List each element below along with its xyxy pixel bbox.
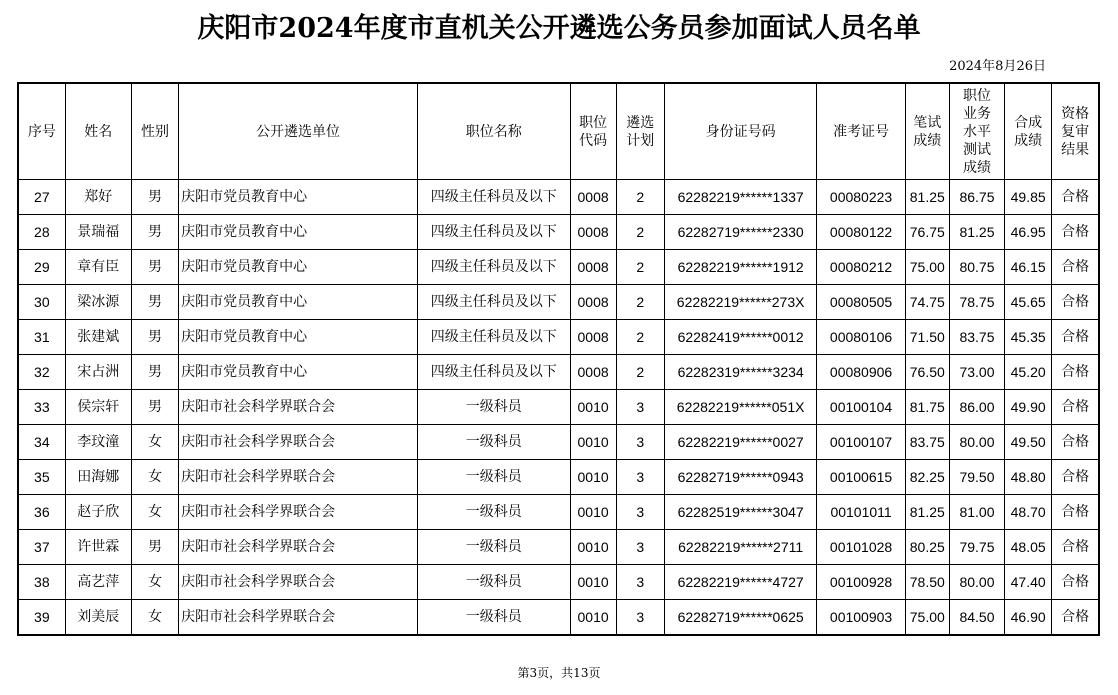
header-id-number: 身份证号码 — [664, 83, 817, 180]
cell-plan: 3 — [616, 600, 664, 636]
cell-written-score: 75.00 — [905, 250, 949, 285]
cell-professional-score: 84.50 — [949, 600, 1004, 636]
cell-unit: 庆阳市党员教育中心 — [179, 285, 418, 320]
header-position-code: 职位 代码 — [570, 83, 616, 180]
cell-plan: 2 — [616, 215, 664, 250]
cell-professional-score: 81.00 — [949, 495, 1004, 530]
cell-gender: 女 — [131, 495, 178, 530]
cell-name: 高艺萍 — [65, 565, 131, 600]
cell-exam-number: 00100107 — [817, 425, 905, 460]
cell-unit: 庆阳市社会科学界联合会 — [179, 390, 418, 425]
page-footer: 第3页，共13页 — [517, 666, 601, 680]
table-row — [18, 425, 1099, 460]
cell-seq: 28 — [18, 215, 65, 250]
cell-name: 郑好 — [65, 180, 131, 215]
cell-review-result: 合格 — [1052, 600, 1099, 636]
cell-gender: 女 — [131, 565, 178, 600]
cell-id-number: 62282719******0943 — [664, 460, 817, 495]
cell-professional-score: 81.25 — [949, 215, 1004, 250]
cell-review-result: 合格 — [1052, 355, 1099, 390]
cell-name: 章有臣 — [65, 250, 131, 285]
cell-name: 许世霖 — [65, 530, 131, 565]
cell-position: 四级主任科员及以下 — [417, 180, 570, 215]
cell-total-score: 45.35 — [1005, 320, 1052, 355]
cell-review-result: 合格 — [1052, 495, 1099, 530]
cell-review-result: 合格 — [1052, 180, 1099, 215]
cell-position: 一级科员 — [417, 565, 570, 600]
cell-position: 四级主任科员及以下 — [417, 355, 570, 390]
header-professional-score: 职位 业务 水平 测试 成绩 — [949, 83, 1004, 180]
cell-unit: 庆阳市社会科学界联合会 — [179, 530, 418, 565]
cell-id-number: 62282219******051X — [664, 390, 817, 425]
header-total-score: 合成 成绩 — [1005, 83, 1052, 180]
cell-gender: 男 — [131, 320, 178, 355]
cell-gender: 男 — [131, 250, 178, 285]
cell-professional-score: 83.75 — [949, 320, 1004, 355]
cell-gender: 男 — [131, 390, 178, 425]
cell-unit: 庆阳市社会科学界联合会 — [179, 460, 418, 495]
cell-name: 宋占洲 — [65, 355, 131, 390]
header-gender: 性别 — [131, 83, 178, 180]
cell-name: 张建斌 — [65, 320, 131, 355]
cell-position-code: 0010 — [570, 530, 616, 565]
header-name: 姓名 — [65, 83, 131, 180]
cell-exam-number: 00080106 — [817, 320, 905, 355]
cell-professional-score: 73.00 — [949, 355, 1004, 390]
cell-total-score: 49.50 — [1005, 425, 1052, 460]
cell-total-score: 46.15 — [1005, 250, 1052, 285]
cell-gender: 男 — [131, 180, 178, 215]
cell-seq: 35 — [18, 460, 65, 495]
cell-id-number: 62282719******2330 — [664, 215, 817, 250]
cell-id-number: 62282219******4727 — [664, 565, 817, 600]
cell-position: 四级主任科员及以下 — [417, 215, 570, 250]
cell-written-score: 81.75 — [905, 390, 949, 425]
page-title: 庆阳市2024年度市直机关公开遴选公务员参加面试人员名单 — [197, 13, 921, 44]
cell-gender: 男 — [131, 355, 178, 390]
cell-id-number: 62282219******1337 — [664, 180, 817, 215]
cell-position: 一级科员 — [417, 390, 570, 425]
cell-position: 四级主任科员及以下 — [417, 285, 570, 320]
cell-position: 四级主任科员及以下 — [417, 250, 570, 285]
table-row — [18, 390, 1099, 425]
cell-id-number: 62282219******2711 — [664, 530, 817, 565]
cell-name: 侯宗轩 — [65, 390, 131, 425]
cell-plan: 3 — [616, 460, 664, 495]
cell-written-score: 75.00 — [905, 600, 949, 636]
cell-gender: 男 — [131, 285, 178, 320]
cell-position-code: 0010 — [570, 460, 616, 495]
cell-written-score: 76.50 — [905, 355, 949, 390]
cell-position-code: 0008 — [570, 355, 616, 390]
cell-professional-score: 80.00 — [949, 425, 1004, 460]
cell-position-code: 0010 — [570, 565, 616, 600]
table-row — [18, 320, 1099, 355]
cell-position-code: 0008 — [570, 215, 616, 250]
cell-exam-number: 00080122 — [817, 215, 905, 250]
cell-total-score: 45.20 — [1005, 355, 1052, 390]
cell-seq: 33 — [18, 390, 65, 425]
cell-professional-score: 86.00 — [949, 390, 1004, 425]
cell-gender: 女 — [131, 460, 178, 495]
cell-seq: 32 — [18, 355, 65, 390]
cell-seq: 30 — [18, 285, 65, 320]
cell-plan: 3 — [616, 565, 664, 600]
cell-professional-score: 79.75 — [949, 530, 1004, 565]
cell-professional-score: 78.75 — [949, 285, 1004, 320]
cell-unit: 庆阳市社会科学界联合会 — [179, 425, 418, 460]
cell-total-score: 48.80 — [1005, 460, 1052, 495]
cell-seq: 34 — [18, 425, 65, 460]
cell-id-number: 62282219******273X — [664, 285, 817, 320]
cell-review-result: 合格 — [1052, 530, 1099, 565]
cell-seq: 31 — [18, 320, 65, 355]
cell-exam-number: 00080505 — [817, 285, 905, 320]
cell-position-code: 0010 — [570, 495, 616, 530]
cell-review-result: 合格 — [1052, 250, 1099, 285]
cell-seq: 27 — [18, 180, 65, 215]
table-row — [18, 355, 1099, 390]
cell-position-code: 0008 — [570, 285, 616, 320]
header-unit: 公开遴选单位 — [179, 83, 418, 180]
cell-professional-score: 80.75 — [949, 250, 1004, 285]
cell-total-score: 49.85 — [1005, 180, 1052, 215]
table-row — [18, 565, 1099, 600]
cell-plan: 2 — [616, 285, 664, 320]
cell-name: 刘美辰 — [65, 600, 131, 636]
cell-id-number: 62282219******0027 — [664, 425, 817, 460]
cell-unit: 庆阳市党员教育中心 — [179, 215, 418, 250]
cell-written-score: 83.75 — [905, 425, 949, 460]
cell-review-result: 合格 — [1052, 215, 1099, 250]
publish-date: 2024年8月26日 — [949, 59, 1046, 74]
table-row — [18, 600, 1099, 636]
cell-written-score: 71.50 — [905, 320, 949, 355]
cell-review-result: 合格 — [1052, 460, 1099, 495]
cell-id-number: 62282219******1912 — [664, 250, 817, 285]
cell-plan: 2 — [616, 180, 664, 215]
cell-seq: 29 — [18, 250, 65, 285]
header-position: 职位名称 — [417, 83, 570, 180]
cell-name: 田海娜 — [65, 460, 131, 495]
cell-position-code: 0008 — [570, 180, 616, 215]
cell-position-code: 0008 — [570, 320, 616, 355]
cell-unit: 庆阳市党员教育中心 — [179, 180, 418, 215]
cell-exam-number: 00080212 — [817, 250, 905, 285]
cell-total-score: 48.70 — [1005, 495, 1052, 530]
cell-written-score: 81.25 — [905, 495, 949, 530]
header-plan: 遴选 计划 — [616, 83, 664, 180]
table-row — [18, 285, 1099, 320]
cell-exam-number: 00100104 — [817, 390, 905, 425]
cell-exam-number: 00100615 — [817, 460, 905, 495]
cell-review-result: 合格 — [1052, 390, 1099, 425]
cell-gender: 女 — [131, 425, 178, 460]
cell-unit: 庆阳市社会科学界联合会 — [179, 565, 418, 600]
cell-review-result: 合格 — [1052, 320, 1099, 355]
cell-id-number: 62282419******0012 — [664, 320, 817, 355]
cell-plan: 3 — [616, 530, 664, 565]
cell-written-score: 78.50 — [905, 565, 949, 600]
cell-position: 一级科员 — [417, 495, 570, 530]
cell-seq: 36 — [18, 495, 65, 530]
cell-id-number: 62282719******0625 — [664, 600, 817, 636]
cell-unit: 庆阳市党员教育中心 — [179, 320, 418, 355]
cell-seq: 37 — [18, 530, 65, 565]
cell-written-score: 74.75 — [905, 285, 949, 320]
cell-name: 梁冰源 — [65, 285, 131, 320]
cell-id-number: 62282319******3234 — [664, 355, 817, 390]
table-header-row — [18, 83, 1099, 180]
cell-exam-number: 00101028 — [817, 530, 905, 565]
cell-written-score: 80.25 — [905, 530, 949, 565]
cell-unit: 庆阳市党员教育中心 — [179, 250, 418, 285]
cell-position: 四级主任科员及以下 — [417, 320, 570, 355]
cell-plan: 2 — [616, 320, 664, 355]
cell-seq: 38 — [18, 565, 65, 600]
cell-plan: 3 — [616, 390, 664, 425]
table-row — [18, 460, 1099, 495]
cell-id-number: 62282519******3047 — [664, 495, 817, 530]
cell-written-score: 82.25 — [905, 460, 949, 495]
cell-plan: 2 — [616, 355, 664, 390]
cell-professional-score: 86.75 — [949, 180, 1004, 215]
cell-position-code: 0008 — [570, 250, 616, 285]
cell-gender: 女 — [131, 600, 178, 636]
cell-total-score: 45.65 — [1005, 285, 1052, 320]
table-row — [18, 215, 1099, 250]
header-exam-number: 准考证号 — [817, 83, 905, 180]
cell-professional-score: 80.00 — [949, 565, 1004, 600]
cell-review-result: 合格 — [1052, 285, 1099, 320]
cell-position-code: 0010 — [570, 600, 616, 636]
cell-total-score: 48.05 — [1005, 530, 1052, 565]
cell-total-score: 46.95 — [1005, 215, 1052, 250]
cell-unit: 庆阳市党员教育中心 — [179, 355, 418, 390]
cell-name: 景瑞福 — [65, 215, 131, 250]
cell-name: 李玟潼 — [65, 425, 131, 460]
cell-total-score: 47.40 — [1005, 565, 1052, 600]
cell-exam-number: 00080223 — [817, 180, 905, 215]
cell-unit: 庆阳市社会科学界联合会 — [179, 495, 418, 530]
table-row — [18, 180, 1099, 215]
cell-unit: 庆阳市社会科学界联合会 — [179, 600, 418, 636]
cell-written-score: 76.75 — [905, 215, 949, 250]
cell-plan: 3 — [616, 425, 664, 460]
cell-name: 赵子欣 — [65, 495, 131, 530]
cell-total-score: 46.90 — [1005, 600, 1052, 636]
cell-position: 一级科员 — [417, 460, 570, 495]
table-row — [18, 250, 1099, 285]
cell-position: 一级科员 — [417, 425, 570, 460]
cell-exam-number: 00101011 — [817, 495, 905, 530]
cell-exam-number: 00100928 — [817, 565, 905, 600]
cell-exam-number: 00100903 — [817, 600, 905, 636]
cell-gender: 男 — [131, 530, 178, 565]
header-written-score: 笔试 成绩 — [905, 83, 949, 180]
cell-review-result: 合格 — [1052, 425, 1099, 460]
cell-gender: 男 — [131, 215, 178, 250]
cell-position-code: 0010 — [570, 390, 616, 425]
header-seq: 序号 — [18, 83, 65, 180]
cell-professional-score: 79.50 — [949, 460, 1004, 495]
header-review-result: 资格 复审 结果 — [1052, 83, 1099, 180]
cell-written-score: 81.25 — [905, 180, 949, 215]
cell-position: 一级科员 — [417, 600, 570, 636]
cell-position-code: 0010 — [570, 425, 616, 460]
table-row — [18, 495, 1099, 530]
cell-plan: 2 — [616, 250, 664, 285]
cell-total-score: 49.90 — [1005, 390, 1052, 425]
cell-seq: 39 — [18, 600, 65, 636]
cell-review-result: 合格 — [1052, 565, 1099, 600]
table-row — [18, 530, 1099, 565]
candidate-table — [17, 82, 1100, 636]
cell-exam-number: 00080906 — [817, 355, 905, 390]
cell-plan: 3 — [616, 495, 664, 530]
cell-position: 一级科员 — [417, 530, 570, 565]
